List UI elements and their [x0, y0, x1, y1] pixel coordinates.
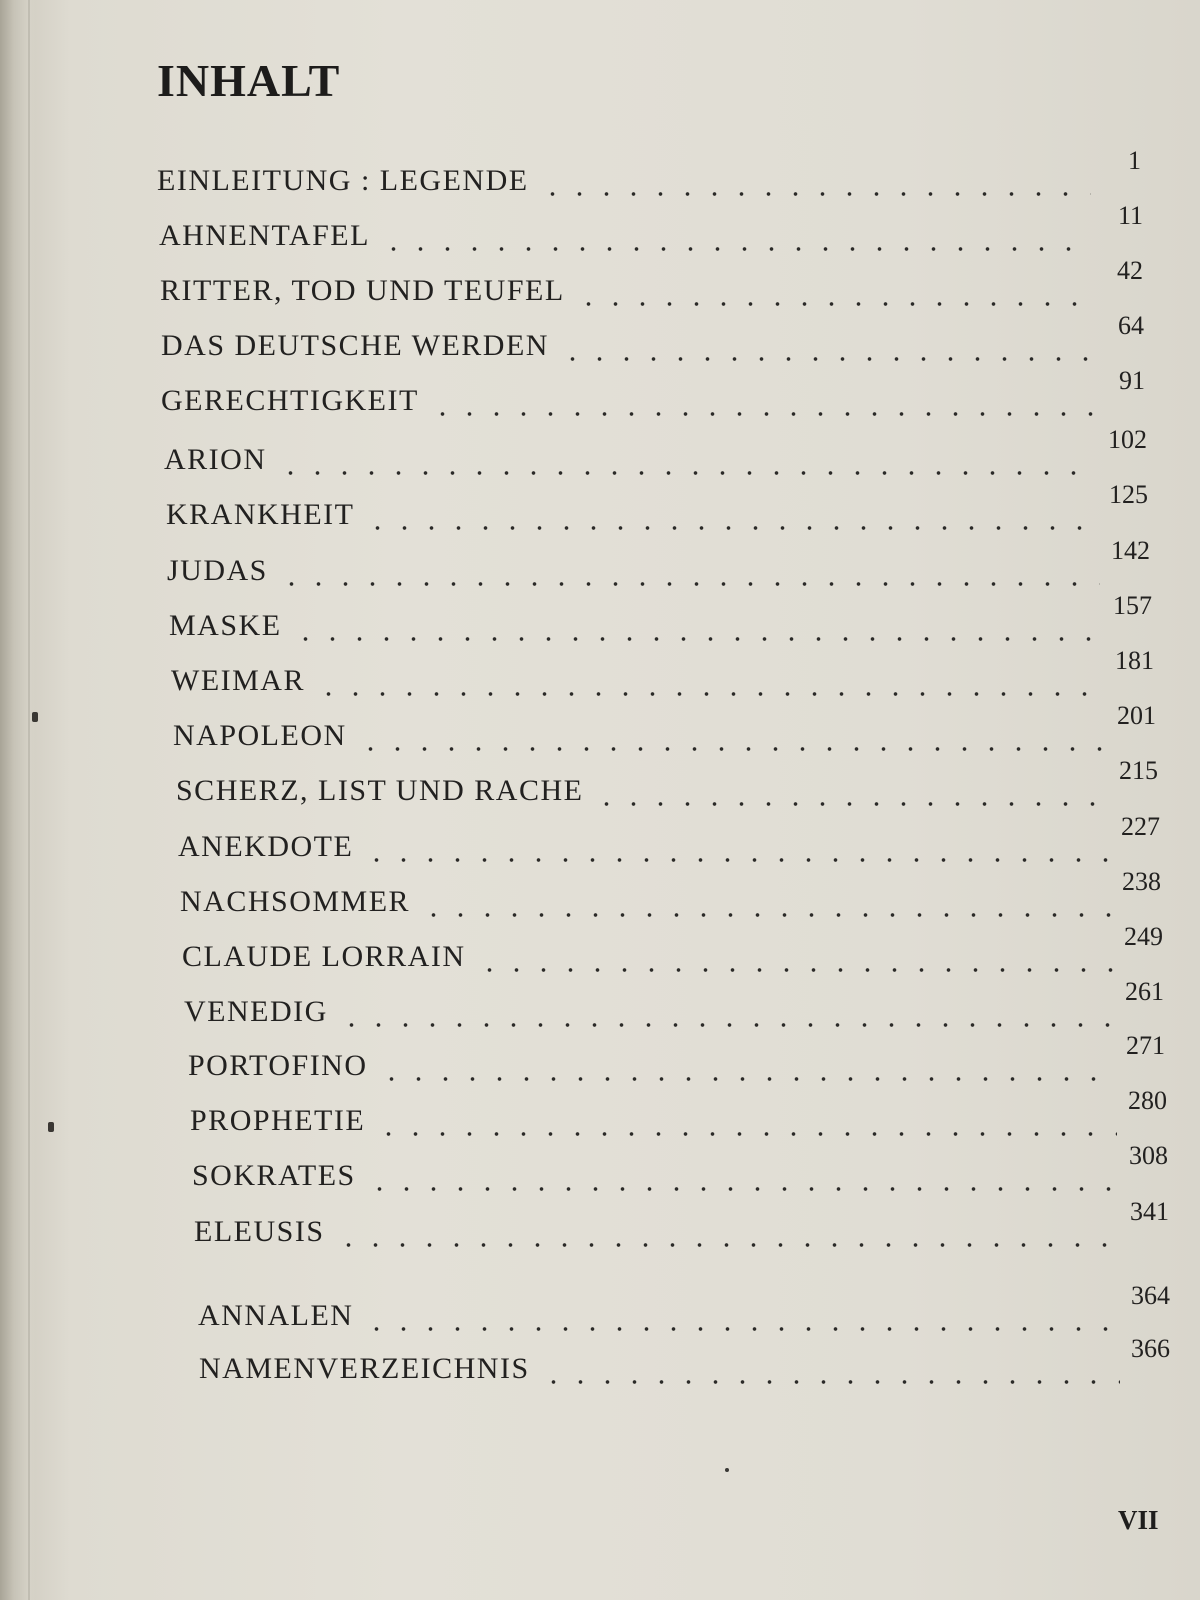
toc-entry-page: 42: [1117, 256, 1143, 285]
toc-entry: [180, 867, 1161, 919]
toc-leader-dots: [292, 613, 1102, 643]
toc-entry-title: CLAUDE LORRAIN: [182, 940, 466, 973]
toc-entry-title: JUDAS: [167, 554, 268, 587]
toc-entry: [188, 1031, 1165, 1083]
toc-leader-dots: [593, 778, 1108, 808]
toc-leader-dots: [278, 558, 1100, 588]
toc-leader-dots: [375, 1108, 1117, 1138]
toc-entry-title: MASKE: [169, 609, 282, 642]
toc-entry-title: RITTER, TOD UND TEUFEL: [160, 274, 565, 307]
toc-entry-title: KRANKHEIT: [166, 498, 355, 531]
toc-entry: [164, 425, 1147, 477]
toc-entry-page: 142: [1111, 536, 1150, 565]
toc-entry-page: 64: [1118, 311, 1144, 340]
toc-leader-dots: [476, 944, 1114, 974]
toc-entry: [190, 1086, 1167, 1138]
toc-entry-page: 125: [1109, 480, 1148, 509]
toc-entry: [182, 922, 1163, 974]
toc-leader-dots: [357, 723, 1106, 753]
toc-entry-page: 261: [1125, 977, 1164, 1006]
toc-entry-page: 308: [1129, 1141, 1168, 1170]
toc-entry-title: PORTOFINO: [188, 1049, 368, 1082]
toc-entry-page: 181: [1115, 646, 1154, 675]
toc-entry-page: 11: [1117, 201, 1143, 230]
toc-leader-dots: [420, 889, 1111, 919]
toc-entry-title: AHNENTAFEL: [159, 219, 370, 252]
toc-entry: [184, 977, 1164, 1029]
toc-entry: [159, 201, 1143, 253]
toc-entry-title: NAMENVERZEICHNIS: [199, 1352, 530, 1385]
toc-leader-dots: [335, 1219, 1120, 1249]
toc-leader-dots: [364, 502, 1098, 532]
toc-entry-title: DAS DEUTSCHE WERDEN: [161, 329, 549, 362]
toc-entry-title: SCHERZ, LIST UND RACHE: [176, 774, 584, 807]
toc-leader-dots: [575, 278, 1093, 308]
toc-leader-dots: [338, 999, 1114, 1029]
toc-entry: [192, 1141, 1168, 1193]
toc-leader-dots: [559, 333, 1094, 363]
toc-entry: [157, 146, 1141, 198]
toc-entry: [198, 1281, 1170, 1333]
toc-leader-dots: [366, 1163, 1118, 1193]
toc-entry-page: 364: [1131, 1281, 1170, 1310]
toc-entry-title: WEIMAR: [171, 664, 305, 697]
toc-entry-title: NACHSOMMER: [180, 885, 411, 918]
toc-leader-dots: [378, 1053, 1115, 1083]
toc-entry-title: NAPOLEON: [173, 719, 347, 752]
toc-leader-dots: [315, 668, 1104, 698]
toc-entry-page: 215: [1119, 756, 1158, 785]
toc-entry-title: EINLEITUNG : LEGENDE: [157, 164, 529, 197]
toc-entry: [161, 311, 1144, 363]
toc-entry-title: PROPHETIE: [190, 1104, 366, 1137]
toc-entry: [169, 591, 1152, 643]
toc-entry-page: 157: [1113, 591, 1152, 620]
toc-entry-title: VENEDIG: [184, 995, 328, 1028]
toc-entry-title: ARION: [164, 443, 267, 476]
toc-entry-title: ELEUSIS: [194, 1215, 325, 1248]
toc-leader-dots: [539, 168, 1091, 198]
toc-entry-page: 280: [1128, 1086, 1167, 1115]
toc-entry: [161, 366, 1145, 418]
toc-entry-title: ANNALEN: [198, 1299, 354, 1332]
ink-speck: [725, 1468, 729, 1472]
toc-entry-page: 91: [1119, 366, 1145, 395]
toc-entry: [160, 256, 1143, 308]
toc-entry-page: 201: [1117, 701, 1156, 730]
toc-entry-page: 366: [1131, 1334, 1170, 1363]
toc-leader-dots: [363, 1303, 1120, 1333]
toc-entry: [171, 646, 1154, 698]
toc-leader-dots: [277, 447, 1098, 477]
toc-entry: [166, 480, 1148, 532]
toc-entry: [173, 701, 1156, 753]
toc-entry-page: 227: [1121, 812, 1160, 841]
toc-entry-page: 102: [1108, 425, 1147, 454]
toc-entry: [167, 536, 1150, 588]
toc-entry-page: 271: [1126, 1031, 1165, 1060]
toc-entry-title: SOKRATES: [192, 1159, 356, 1192]
toc-leader-dots: [429, 388, 1095, 418]
toc-entry: [194, 1197, 1169, 1249]
page-number: VII: [1118, 1505, 1159, 1535]
toc-entry-title: ANEKDOTE: [178, 830, 354, 863]
toc-leader-dots: [363, 834, 1110, 864]
toc-entry: [199, 1334, 1170, 1386]
toc-entry: [176, 756, 1158, 808]
toc-entry-page: 341: [1130, 1197, 1169, 1226]
toc-entry-title: GERECHTIGKEIT: [161, 384, 419, 417]
toc-entry-page: 249: [1124, 922, 1163, 951]
toc-entry-page: 238: [1122, 867, 1161, 896]
toc-leader-dots: [380, 223, 1093, 253]
toc-entry: [178, 812, 1160, 864]
toc-entry-page: 1: [1128, 146, 1141, 175]
toc-leader-dots: [540, 1356, 1120, 1386]
page-title: INHALT: [157, 55, 341, 106]
